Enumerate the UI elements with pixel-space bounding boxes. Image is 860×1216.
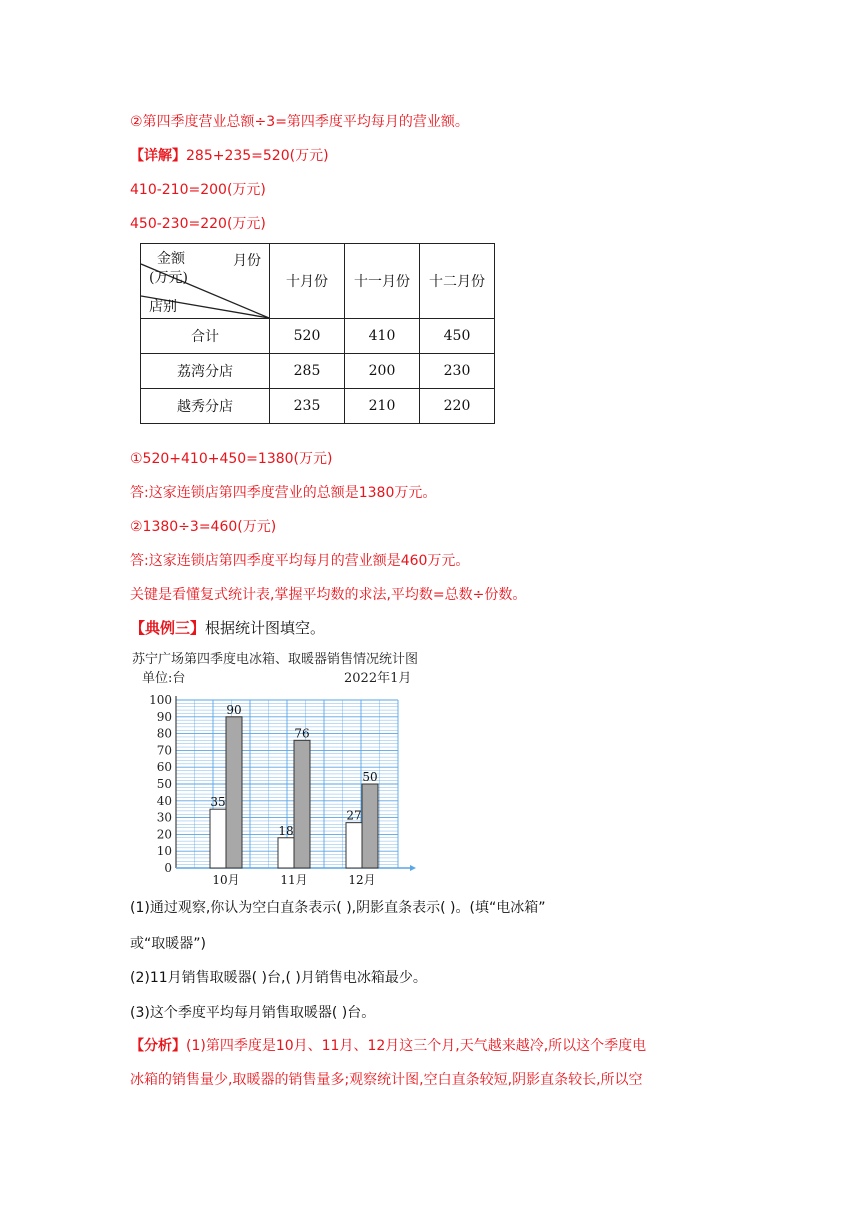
cell-yuexiu-nov: 210 bbox=[345, 389, 420, 424]
chart-unit-label: 单位:台 bbox=[142, 671, 186, 686]
y-tick-label: 60 bbox=[156, 760, 172, 775]
col-header-nov: 十一月份 bbox=[345, 244, 420, 319]
y-tick-label: 90 bbox=[156, 709, 172, 724]
y-tick-label: 0 bbox=[164, 861, 172, 875]
answer-text-2: 答:这家连锁店第四季度平均每月的营业额是460万元。 bbox=[130, 553, 470, 569]
cell-total-dec: 450 bbox=[420, 319, 495, 354]
sales-table bbox=[140, 243, 495, 424]
corner-amount-label: 金额 bbox=[157, 251, 185, 267]
answer-calc-1: ①520+410+450=1380(万元) bbox=[130, 451, 333, 467]
bar-value-label: 27 bbox=[346, 808, 362, 823]
question-2: (2)11月销售取暖器( )台,( )月销售电冰箱最少。 bbox=[130, 970, 427, 986]
answer-text-1: 答:这家连锁店第四季度营业的总额是1380万元。 bbox=[130, 485, 437, 501]
question-1-line-1: (1)通过观察,你认为空白直条表示( ),阴影直条表示( )。(填“电冰箱” bbox=[130, 900, 546, 916]
y-tick-label: 30 bbox=[156, 810, 172, 825]
col-header-dec: 十二月份 bbox=[420, 244, 495, 319]
detail-calc-3: 450-230=220(万元) bbox=[130, 216, 266, 232]
y-tick-label: 10 bbox=[156, 844, 172, 859]
bar-value-label: 35 bbox=[210, 795, 226, 810]
y-tick-label: 80 bbox=[156, 726, 172, 741]
bar-10月-s0 bbox=[210, 809, 226, 868]
y-tick-label: 100 bbox=[149, 693, 172, 707]
example-three-tag: 【典例三】 bbox=[130, 619, 206, 637]
detail-calc-1: 285+235=520(万元) bbox=[186, 148, 329, 164]
y-tick-label: 70 bbox=[156, 743, 172, 758]
cell-liwan-nov: 200 bbox=[345, 354, 420, 389]
bar-value-label: 18 bbox=[278, 823, 294, 838]
x-tick-label: 10月 bbox=[212, 873, 240, 887]
cell-liwan-dec: 230 bbox=[420, 354, 495, 389]
answer-calc-2: ②1380÷3=460(万元) bbox=[130, 519, 277, 535]
row-label-liwan: 荔湾分店 bbox=[141, 354, 270, 389]
x-tick-label: 11月 bbox=[280, 873, 308, 887]
col-header-oct: 十月份 bbox=[270, 244, 345, 319]
y-tick-label: 20 bbox=[156, 827, 172, 842]
question-3: (3)这个季度平均每月销售取暖器( )台。 bbox=[130, 1005, 376, 1021]
chart-date-label: 2022年1月 bbox=[344, 671, 412, 686]
example-three-heading bbox=[130, 618, 325, 638]
table-row bbox=[141, 354, 495, 389]
table-row bbox=[141, 389, 495, 424]
cell-total-oct: 520 bbox=[270, 319, 345, 354]
example-three-text: 根据统计图填空。 bbox=[205, 619, 326, 637]
bar-value-label: 90 bbox=[226, 702, 242, 717]
bar-chart bbox=[128, 648, 428, 888]
bar-12月-s1 bbox=[362, 784, 378, 868]
detail-line bbox=[130, 146, 329, 166]
row-label-total: 合计 bbox=[141, 319, 270, 354]
analysis-line-1 bbox=[130, 1036, 646, 1056]
bar-12月-s0 bbox=[346, 823, 362, 868]
cell-yuexiu-oct: 235 bbox=[270, 389, 345, 424]
bar-10月-s1 bbox=[226, 717, 242, 868]
x-tick-label: 12月 bbox=[348, 873, 376, 887]
corner-month-label: 月份 bbox=[233, 253, 261, 269]
table-row bbox=[141, 319, 495, 354]
bar-11月-s0 bbox=[278, 838, 294, 868]
table-corner-cell bbox=[141, 244, 270, 319]
corner-store-label: 店别 bbox=[149, 299, 177, 315]
corner-unit-label: (万元) bbox=[149, 270, 188, 286]
analysis-line-2: 冰箱的销售量少,取暖器的销售量多;观察统计图,空白直条较短,阴影直条较长,所以空 bbox=[130, 1072, 643, 1088]
detail-tag: 【详解】 bbox=[130, 148, 186, 164]
key-point: 关键是看懂复式统计表,掌握平均数的求法,平均数=总数÷份数。 bbox=[130, 587, 527, 603]
analysis-text-1: (1)第四季度是10月、11月、12月这三个月,天气越来越冷,所以这个季度电 bbox=[186, 1038, 647, 1054]
chart-title: 苏宁广场第四季度电冰箱、取暖器销售情况统计图 bbox=[132, 652, 419, 667]
analysis-tag: 【分析】 bbox=[130, 1038, 186, 1054]
y-tick-label: 50 bbox=[156, 777, 172, 791]
cell-liwan-oct: 285 bbox=[270, 354, 345, 389]
bar-value-label: 50 bbox=[362, 770, 378, 784]
x-axis-arrow bbox=[410, 865, 416, 871]
cell-total-nov: 410 bbox=[345, 319, 420, 354]
cell-yuexiu-dec: 220 bbox=[420, 389, 495, 424]
question-1-line-2: 或“取暖器”) bbox=[130, 936, 206, 952]
y-tick-label: 40 bbox=[156, 793, 172, 808]
solution-step-2: ②第四季度营业总额÷3=第四季度平均每月的营业额。 bbox=[130, 114, 469, 130]
detail-calc-2: 410-210=200(万元) bbox=[130, 182, 266, 198]
row-label-yuexiu: 越秀分店 bbox=[141, 389, 270, 424]
bar-value-label: 76 bbox=[294, 726, 310, 741]
bar-11月-s1 bbox=[294, 740, 310, 868]
